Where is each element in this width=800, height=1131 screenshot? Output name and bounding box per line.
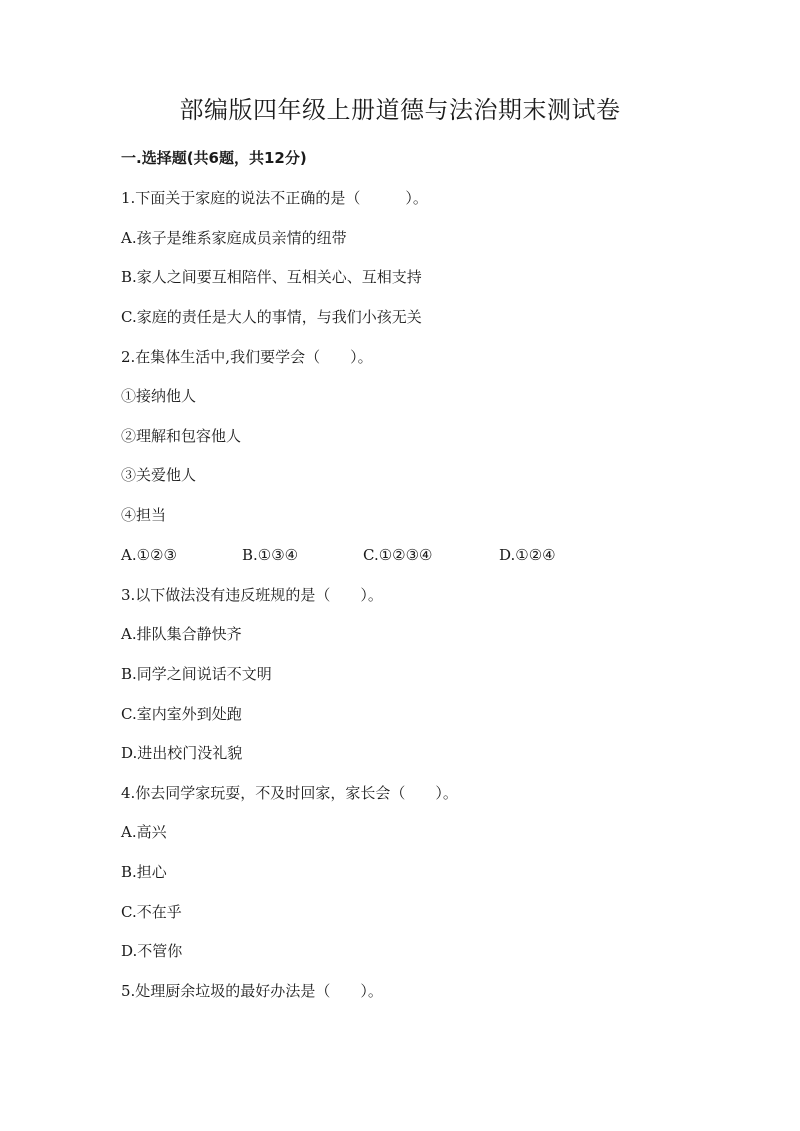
question-2-option-b: B.①③④ bbox=[242, 546, 299, 564]
question-1-option-a: A.孩子是维系家庭成员亲情的纽带 bbox=[121, 229, 347, 247]
question-4-option-a: A.高兴 bbox=[121, 823, 167, 841]
question-2-options-row bbox=[121, 545, 681, 565]
question-3-option-b: B.同学之间说话不文明 bbox=[121, 665, 272, 683]
question-4-stem: 4.你去同学家玩耍，不及时回家，家长会（ ）。 bbox=[121, 784, 458, 802]
question-2-item-2: ②理解和包容他人 bbox=[121, 427, 242, 445]
question-2-option-c: C.①②③④ bbox=[363, 546, 433, 564]
question-3-stem: 3.以下做法没有违反班规的是（ ）。 bbox=[121, 586, 383, 604]
question-4-option-b: B.担心 bbox=[121, 863, 167, 881]
question-2-stem: 2.在集体生活中,我们要学会（ ）。 bbox=[121, 348, 373, 366]
question-4-option-d: D.不管你 bbox=[121, 942, 183, 960]
question-1-option-c: C.家庭的责任是大人的事情，与我们小孩无关 bbox=[121, 308, 422, 326]
question-2-item-3: ③关爱他人 bbox=[121, 466, 197, 484]
question-5-stem: 5.处理厨余垃圾的最好办法是（ ）。 bbox=[121, 982, 383, 1000]
page-title: 部编版四年级上册道德与法治期末测试卷 bbox=[179, 96, 621, 124]
question-1-stem: 1.下面关于家庭的说法不正确的是（ ）。 bbox=[121, 189, 428, 207]
question-1-option-b: B.家人之间要互相陪伴、互相关心、互相支持 bbox=[121, 268, 422, 286]
question-3-option-a: A.排队集合静快齐 bbox=[121, 625, 242, 643]
question-2-item-4: ④担当 bbox=[121, 506, 167, 524]
question-4-option-c: C.不在乎 bbox=[121, 903, 182, 921]
question-2-option-a: A.①②③ bbox=[121, 546, 177, 564]
question-3-option-d: D.进出校门没礼貌 bbox=[121, 744, 243, 762]
question-2-option-d: D.①②④ bbox=[499, 546, 556, 564]
question-3-option-c: C.室内室外到处跑 bbox=[121, 705, 242, 723]
section-heading: 一.选择题(共6题，共12分) bbox=[121, 149, 307, 167]
question-2-item-1: ①接纳他人 bbox=[121, 387, 197, 405]
